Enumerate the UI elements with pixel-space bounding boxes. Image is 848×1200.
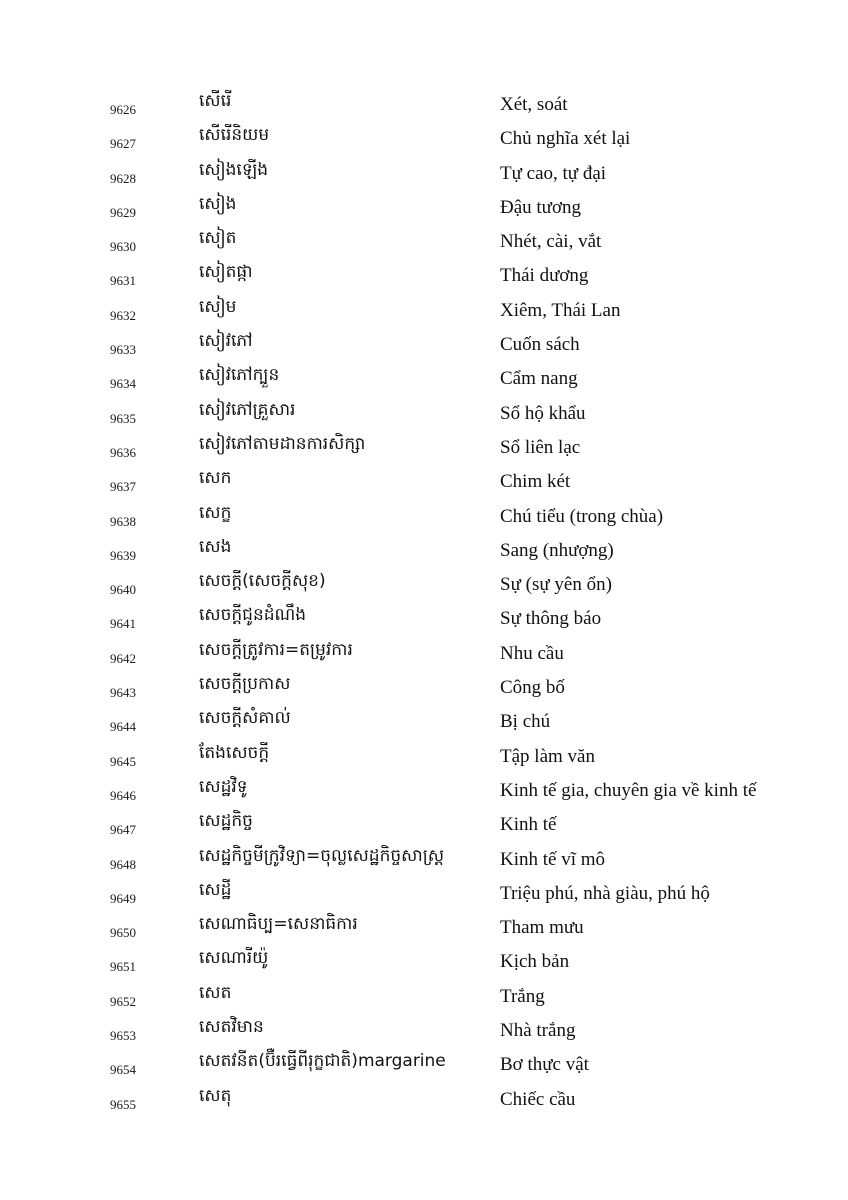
- khmer-term: សេត: [199, 982, 232, 1003]
- khmer-term: សេដ្ឋវិទូ: [199, 776, 248, 797]
- vietnamese-translation: Tập làm văn: [500, 745, 595, 767]
- dictionary-entry-row: [0, 843, 848, 877]
- khmer-term: សៀវភៅ: [199, 331, 253, 352]
- vietnamese-translation: Xét, soát: [500, 94, 568, 115]
- vietnamese-translation: Cuốn sách: [500, 334, 580, 356]
- entry-number: 9638: [110, 513, 136, 529]
- khmer-term: សេង: [199, 536, 232, 557]
- vietnamese-translation: Chú tiểu (trong chùa): [500, 505, 664, 527]
- vietnamese-translation: Kinh tế: [500, 814, 557, 836]
- dictionary-entry-row: [0, 534, 848, 568]
- khmer-term: សេតុ: [199, 1085, 232, 1106]
- dictionary-entry-row: [0, 1014, 848, 1048]
- entry-number: 9634: [110, 376, 136, 392]
- dictionary-entry-row: [0, 945, 848, 979]
- khmer-term: សេតវិមាន: [199, 1017, 264, 1038]
- vietnamese-translation: Thái dương: [500, 265, 589, 287]
- vietnamese-translation: Trắng: [500, 985, 545, 1007]
- vietnamese-translation: Sang (nhượng): [500, 539, 614, 561]
- khmer-term: សេចក្តីជូនដំណឹង: [199, 605, 307, 626]
- vietnamese-translation: Bơ thực vật: [500, 1054, 589, 1076]
- vietnamese-translation: Sự thông báo: [500, 608, 602, 630]
- vietnamese-translation: Chiếc cầu: [500, 1088, 576, 1110]
- entry-number: 9630: [110, 239, 136, 255]
- khmer-term: សេចក្តីត្រូវការ=តម្រូវការ: [199, 639, 353, 660]
- dictionary-entry-row: [0, 225, 848, 259]
- khmer-term: សៀង: [199, 193, 237, 214]
- entry-number: 9628: [110, 170, 136, 186]
- dictionary-entry-row: [0, 740, 848, 774]
- vietnamese-translation: Kinh tế vĩ mô: [500, 848, 606, 870]
- entry-number: 9655: [110, 1096, 136, 1112]
- entry-number: 9637: [110, 479, 136, 495]
- dictionary-entry-row: [0, 328, 848, 362]
- entry-number: 9645: [110, 753, 136, 769]
- vietnamese-translation: Bị chú: [500, 711, 551, 733]
- entry-number: 9651: [110, 959, 136, 975]
- dictionary-entry-row: [0, 808, 848, 842]
- entry-number: 9642: [110, 650, 136, 666]
- entry-number: 9649: [110, 890, 136, 906]
- entry-number: 9646: [110, 787, 136, 803]
- khmer-term: សៀវភៅតាមដានការសិក្សា: [199, 433, 366, 454]
- dictionary-entry-row: [0, 122, 848, 156]
- dictionary-entry-row: [0, 191, 848, 225]
- khmer-term: សៀវភៅគ្រួសារ: [199, 399, 296, 420]
- entry-number: 9653: [110, 1028, 136, 1044]
- vietnamese-translation: Đậu tương: [500, 196, 582, 218]
- entry-number: 9647: [110, 822, 136, 838]
- entry-number: 9654: [110, 1062, 136, 1078]
- vietnamese-translation: Kinh tế gia, chuyên gia về kinh tế: [500, 779, 757, 801]
- dictionary-entry-row: [0, 397, 848, 431]
- khmer-term: សេដ្ឋកិច្ចមីក្រូវិទ្យា=ចុល្លសេដ្ឋកិច្ចសាស្ត្រ: [199, 845, 445, 866]
- entry-number: 9644: [110, 719, 136, 735]
- khmer-term: សៀត: [199, 228, 237, 249]
- khmer-term: សៀតផ្កា: [199, 262, 253, 283]
- khmer-term: សៀវភៅក្បួន: [199, 365, 280, 386]
- khmer-term: សៀងឡើង: [199, 159, 268, 180]
- vietnamese-translation: Nhét, cài, vắt: [500, 231, 602, 253]
- vietnamese-translation: Sổ liên lạc: [500, 436, 581, 458]
- dictionary-entry-row: [0, 88, 848, 122]
- khmer-term: សើរើនិយម: [199, 125, 270, 146]
- vietnamese-translation: Tự cao, tự đại: [500, 162, 607, 184]
- dictionary-entry-row: [0, 465, 848, 499]
- dictionary-entry-row: [0, 1083, 848, 1117]
- dictionary-entry-row: [0, 602, 848, 636]
- dictionary-entry-row: [0, 774, 848, 808]
- vietnamese-translation: Kịch bản: [500, 951, 570, 973]
- vietnamese-translation: Cẩm nang: [500, 368, 578, 390]
- khmer-term: សេចក្តីប្រកាស: [199, 674, 291, 695]
- khmer-term: សេចក្តីសំគាល់: [199, 708, 291, 729]
- dictionary-entry-row: [0, 568, 848, 602]
- vietnamese-translation: Sổ hộ khẩu: [500, 402, 586, 424]
- entry-number: 9643: [110, 685, 136, 701]
- dictionary-entry-row: [0, 1048, 848, 1082]
- entry-number: 9636: [110, 444, 136, 460]
- dictionary-entry-row: [0, 877, 848, 911]
- dictionary-entry-row: [0, 637, 848, 671]
- dictionary-entry-row: [0, 431, 848, 465]
- entry-number: 9650: [110, 925, 136, 941]
- khmer-term: សេណារីយ៉ូ: [199, 948, 269, 969]
- dictionary-entry-row: [0, 705, 848, 739]
- khmer-term: សេដ្ឋកិច្ច: [199, 811, 253, 832]
- entry-number: 9629: [110, 204, 136, 220]
- khmer-term: សេចក្តី(សេចក្តីសុខ): [199, 571, 326, 592]
- khmer-term: សេណាធិប្ប=សេនាធិការ: [199, 914, 358, 935]
- entry-number: 9626: [110, 102, 136, 117]
- vietnamese-translation: Công bố: [500, 677, 565, 699]
- entry-number: 9648: [110, 856, 136, 872]
- dictionary-entry-row: [0, 980, 848, 1014]
- entry-number: 9631: [110, 273, 136, 289]
- vietnamese-translation: Chủ nghĩa xét lại: [500, 128, 631, 150]
- vietnamese-translation: Sự (sự yên ổn): [500, 574, 612, 596]
- entry-number: 9640: [110, 582, 136, 598]
- entry-number: 9627: [110, 136, 136, 152]
- vietnamese-translation: Xiêm, Thái Lan: [500, 299, 621, 321]
- vietnamese-translation: Tham mưu: [500, 917, 584, 939]
- dictionary-entry-row: [0, 259, 848, 293]
- khmer-term: សេក្ខ: [199, 502, 232, 523]
- dictionary-entry-row: [0, 157, 848, 191]
- entry-number: 9632: [110, 307, 136, 323]
- dictionary-entry-row: [0, 671, 848, 705]
- vietnamese-translation: Nhu cầu: [500, 642, 564, 664]
- vietnamese-translation: Triệu phú, nhà giàu, phú hộ: [500, 882, 710, 904]
- dictionary-entry-list: [0, 88, 848, 1117]
- khmer-term: សើរើ: [199, 91, 232, 111]
- dictionary-entry-row: [0, 911, 848, 945]
- entry-number: 9641: [110, 616, 136, 632]
- khmer-term: តែងសេចក្តី: [199, 742, 270, 763]
- entry-number: 9633: [110, 342, 136, 358]
- khmer-term: សេដ្ឋី: [199, 879, 232, 900]
- khmer-term: សេតវនីត(ប៊ឺរធ្វើពីរុក្ខជាតិ)margarine: [199, 1051, 446, 1072]
- khmer-term: សេក: [199, 468, 232, 489]
- entry-number: 9639: [110, 547, 136, 563]
- dictionary-entry-row: [0, 294, 848, 328]
- entry-number: 9652: [110, 993, 136, 1009]
- entry-number: 9635: [110, 410, 136, 426]
- dictionary-entry-row: [0, 500, 848, 534]
- dictionary-entry-row: [0, 362, 848, 396]
- vietnamese-translation: Chim két: [500, 471, 571, 493]
- khmer-term: សៀម: [199, 296, 237, 317]
- vietnamese-translation: Nhà trắng: [500, 1020, 576, 1042]
